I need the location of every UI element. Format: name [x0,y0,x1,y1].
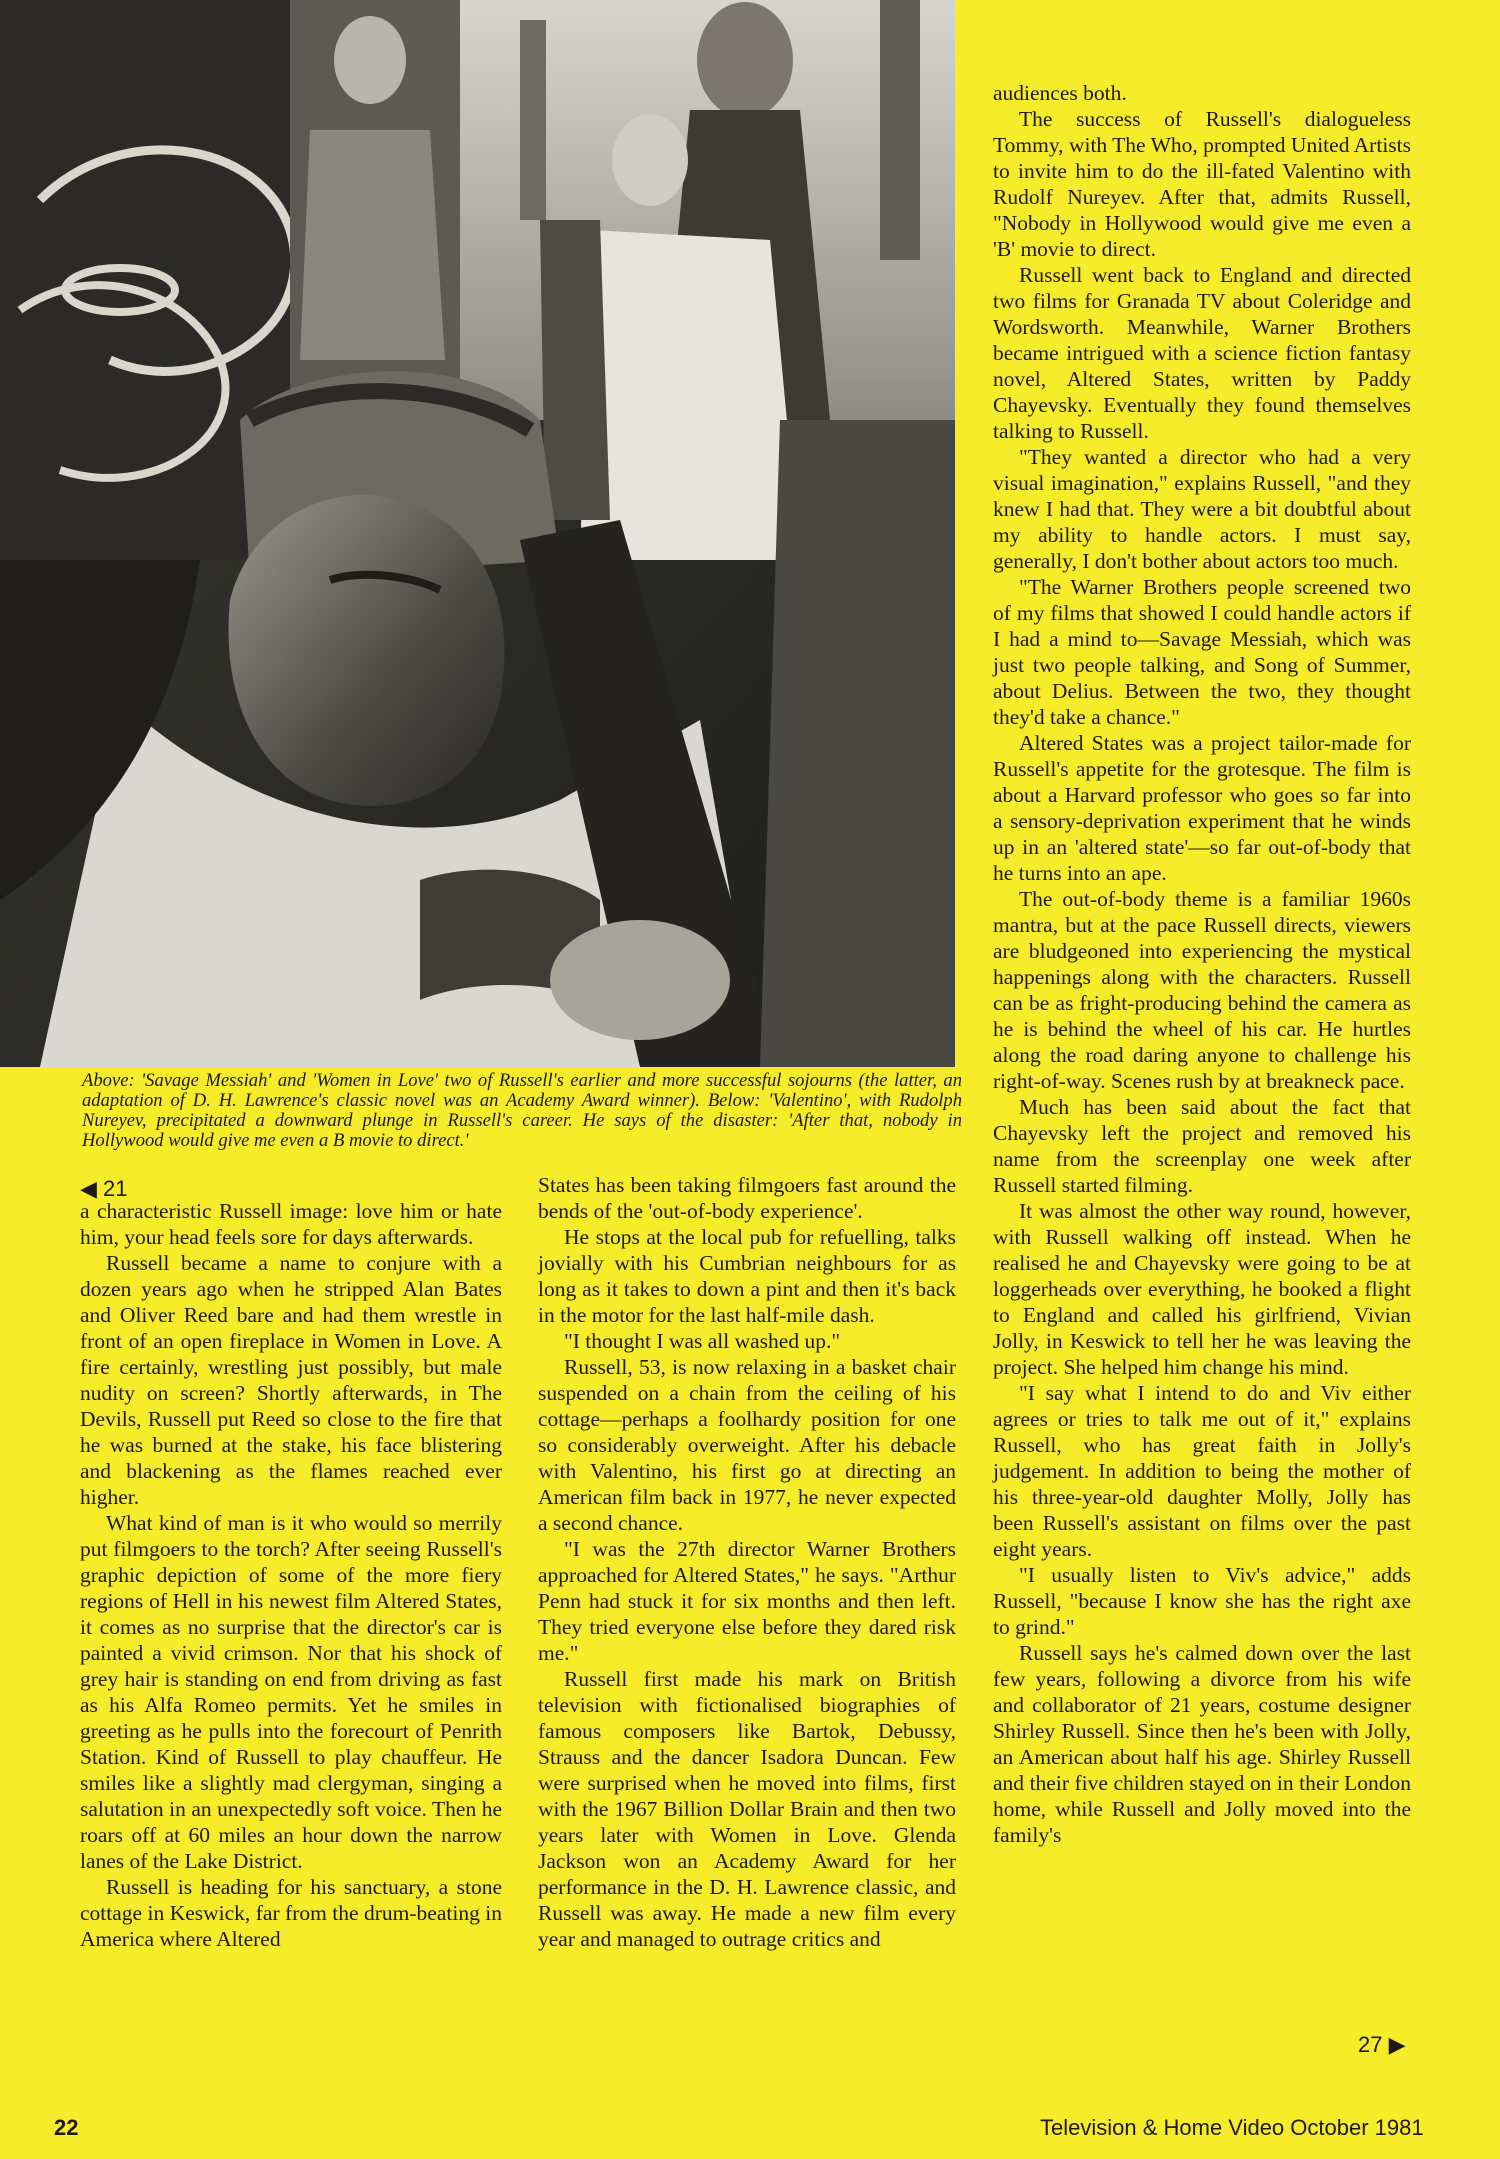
continued-to-marker: 27 ▶ [1358,2032,1406,2057]
photo-caption: Above: 'Savage Messiah' and 'Women in Love' two of Russell's earlier and more successful sojourns (the latter, an adaptation of D. H. Lawrence's classic novel was an Academy Award winner). Below: 'Valentino', with Rudolph Nureyev, precipitated a downward plunge in Russell's career. He says of the disaster: 'After that, nobody in Hollywood would give me even a B movie to direct.' [82,1070,962,1151]
column1-paragraph-2: Russell became a name to conjure with a dozen years ago when he stripped Alan Bates and Oliver Reed bare and had them wrestle in front of an open fireplace in Women in Love. A fire certainly, wrestling just possibly, but male nudity on screen? Shortly afterwards, in The Devils, Russell put Reed so close to the fire that he was burned at the stake, his face blistering and blackening as the flames reached ever higher. [80,1251,502,1509]
column2-paragraph-4: Russell, 53, is now relaxing in a basket chair suspended on a chain from the ceiling of his cottage—perhaps a foolhardy position for one so considerably overweight. After his debacle with Valentino, his first go at directing an American film back in 1977, he never expected a second chance. [538,1355,956,1535]
column3-paragraph-10: "I say what I intend to do and Viv either agrees or tries to talk me out of it," explains Russell, who has great faith in Jolly's judgement. In addition to being the mother of his three-year-old daughter Molly, Jolly has been Russell's assistant on films over the past eight years. [993,1381,1411,1561]
column1-paragraph-3: What kind of man is it who would so merrily put filmgoers to the torch? After seeing Russell's graphic depiction of some of the more fiery regions of Hell in his newest film Altered States, it comes as no surprise that the director's car is painted a vivid crimson. Nor that his shock of grey hair is standing on end from driving as fast as his Alfa Romeo permits. Yet he smiles in greeting as he pulls into the forecourt of Penrith Station. Kind of Russell to play chauffeur. He smiles like a slightly mad clergyman, singing a salutation in an unexpectedly soft voice. Then he roars off at 60 miles an hour down the narrow lanes of the Lake District. [80,1511,502,1873]
column3-paragraph-9: It was almost the other way round, however, with Russell walking off instead. When he realised he and Chayevsky were going to be at loggerheads over everything, he booked a flight to England and called his girlfriend, Vivian Jolly, in Keswick to tell her he was leaving the project. She helped him change his mind. [993,1199,1411,1379]
column3-paragraph-2: The success of Russell's dialogueless Tommy, with The Who, prompted United Artists to invite him to do the ill-fated Valentino with Rudolf Nureyev. After that, admits Russell, "Nobody in Hollywood would give me even a 'B' movie to direct. [993,107,1411,261]
page-number: 22 [54,2115,79,2140]
article-column-3 [993,80,1411,1848]
film-stills-photo [0,0,955,1067]
column1-paragraph-4: Russell is heading for his sanctuary, a stone cottage in Keswick, far from the drum-beating in America where Altered [80,1875,502,1951]
column3-paragraph-1: audiences both. [993,81,1127,105]
column2-paragraph-1: States has been taking filmgoers fast around the bends of the 'out-of-body experience'. [538,1173,956,1223]
column3-paragraph-3: Russell went back to England and directed two films for Granada TV about Coleridge and Wordsworth. Meanwhile, Warner Brothers became intrigued with a science fiction fantasy novel, Altered States, written by Paddy Chayevsky. Eventually they found themselves talking to Russell. [993,263,1411,443]
column2-paragraph-5: "I was the 27th director Warner Brothers approached for Altered States," he says. "Arthur Penn had stuck it for six months and then left. They tried everyone else before they dared risk me." [538,1537,956,1665]
column2-paragraph-6: Russell first made his mark on British television with fictionalised biographies of famous composers like Bartok, Debussy, Strauss and the dancer Isadora Duncan. Few were surprised when he moved into films, first with the 1967 Billion Dollar Brain and then two years later with Women in Love. Glenda Jackson won an Academy Award for her performance in the D. H. Lawrence classic, and Russell was away. He made a new film every year and managed to outrage critics and [538,1667,956,1951]
continued-from-marker: ◀ 21 [80,1176,128,1201]
column3-paragraph-11: "I usually listen to Viv's advice," adds Russell, "because I know she has the right axe to grind." [993,1563,1411,1639]
column3-paragraph-8: Much has been said about the fact that Chayevsky left the project and removed his name from the screenplay one week after Russell started filming. [993,1095,1411,1197]
column3-paragraph-7: The out-of-body theme is a familiar 1960s mantra, but at the pace Russell directs, viewers are bludgeoned into experiencing the mystical happenings along with the characters. Russell can be as fright-producing behind the camera as he is behind the wheel of his car. He hurtles along the road daring anyone to challenge his right-of-way. Scenes rush by at breakneck pace. [993,887,1411,1093]
article-column-2 [538,1172,956,1952]
column3-paragraph-6: Altered States was a project tailor-made for Russell's appetite for the grotesque. The film is about a Harvard professor who goes so far into a sensory-deprivation experiment that he winds up in an 'altered state'—so far out-of-body that he turns into an ape. [993,731,1411,885]
column3-paragraph-5: "The Warner Brothers people screened two of my films that showed I could handle actors if I had a mind to—Savage Messiah, which was just two people talking, and Song of Summer, about Delius. Between the two, they thought they'd take a chance." [993,575,1411,729]
publication-footer: Television & Home Video October 1981 [1040,2115,1424,2140]
column2-paragraph-2: He stops at the local pub for refuelling, talks jovially with his Cumbrian neighbours for as long as it takes to down a pint and then it's back in the motor for the last half-mile dash. [538,1225,956,1327]
column1-paragraph-1: a characteristic Russell image: love him or hate him, your head feels sore for days afterwards. [80,1199,502,1249]
article-column-1 [80,1198,502,1952]
column3-paragraph-4: "They wanted a director who had a very visual imagination," explains Russell, "and they knew I had that. They were a bit doubtful about my ability to handle actors. I must say, generally, I don't bother about actors too much. [993,445,1411,573]
column2-paragraph-3: "I thought I was all washed up." [564,1329,841,1353]
column3-paragraph-12: Russell says he's calmed down over the last few years, following a divorce from his wife and collaborator of 21 years, costume designer Shirley Russell. Since then he's been with Jolly, an American about half his age. Shirley Russell and their five children stayed on in their London home, while Russell and Jolly moved into the family's [993,1641,1411,1847]
